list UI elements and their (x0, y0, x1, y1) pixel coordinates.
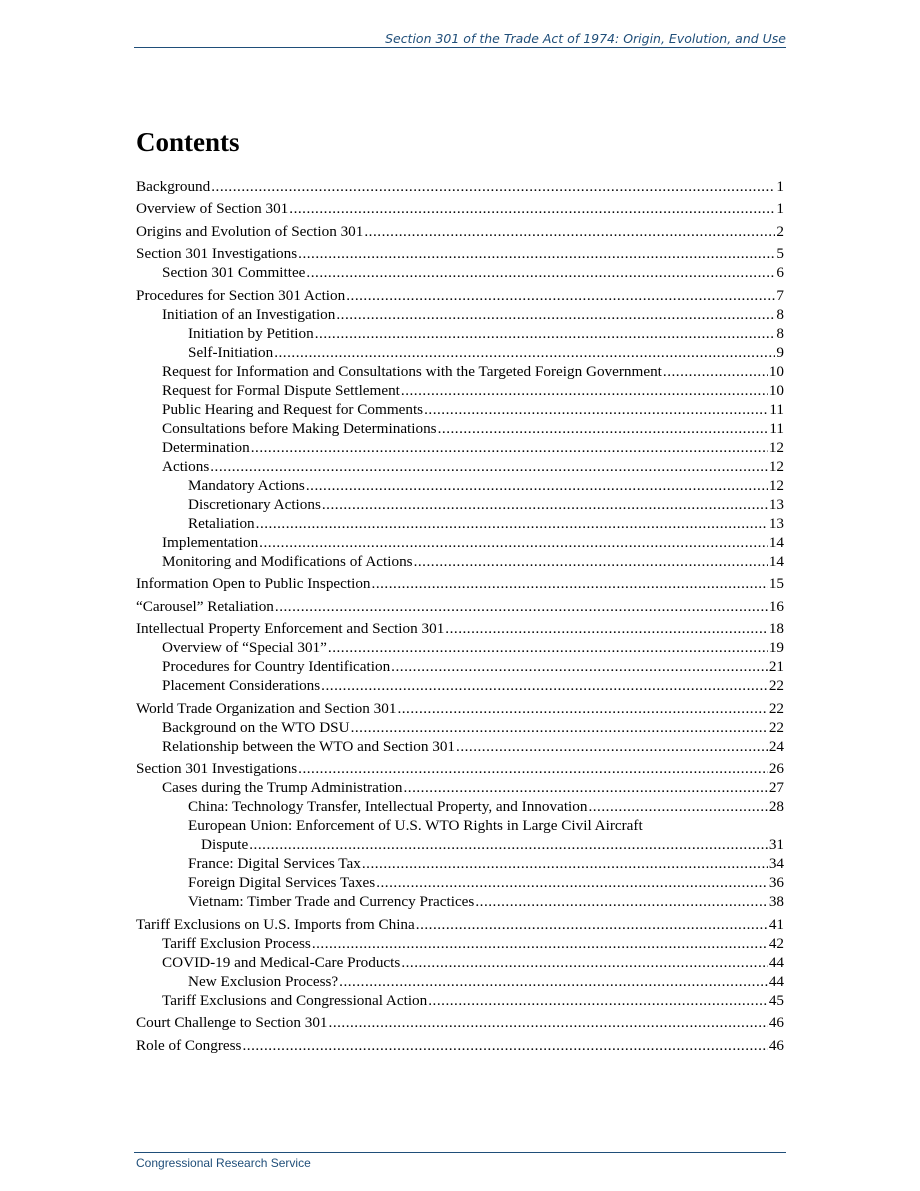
toc-page-number: 34 (768, 855, 784, 872)
toc-page-number: 28 (768, 798, 784, 815)
toc-page-number: 42 (768, 934, 784, 952)
toc-page-number: 10 (768, 362, 784, 380)
toc-entry[interactable] (136, 419, 784, 438)
dot-leader (289, 199, 775, 218)
toc-entry[interactable] (136, 718, 784, 737)
toc-entry-title: World Trade Organization and Section 301 (136, 699, 397, 717)
toc-page-number: 31 (768, 836, 784, 853)
toc-entry[interactable] (136, 438, 784, 457)
dot-leader (416, 915, 768, 934)
dot-leader (424, 400, 768, 419)
toc-entry-title: Initiation by Petition (188, 324, 314, 342)
toc-entry[interactable] (136, 597, 784, 616)
toc-entry[interactable] (136, 533, 784, 552)
toc-entry[interactable] (136, 778, 784, 797)
toc-page-number: 16 (768, 597, 784, 615)
toc-page-number: 5 (776, 245, 784, 262)
toc-entry-title: Public Hearing and Request for Comments (162, 400, 424, 418)
dot-leader (403, 778, 767, 797)
toc-entry-title: Overview of Section 301 (136, 200, 289, 217)
toc-entry-title-continued: Dispute (201, 836, 249, 853)
dot-leader (397, 699, 767, 718)
toc-entry[interactable] (136, 759, 784, 778)
toc-page-number: 15 (768, 575, 784, 592)
toc-entry-title: Information Open to Public Inspection (136, 575, 371, 592)
toc-entry-title: Tariff Exclusion Process (162, 934, 311, 952)
dot-leader (362, 854, 768, 873)
toc-page-number: 1 (776, 200, 784, 217)
toc-entry[interactable] (136, 619, 784, 638)
toc-entry-title: Tariff Exclusions on U.S. Imports from China (136, 915, 415, 933)
table-of-contents (136, 173, 784, 1055)
toc-entry-title: Procedures for Section 301 Action (136, 286, 346, 304)
dot-leader (298, 244, 775, 263)
toc-entry-title: Actions (162, 457, 210, 475)
dot-leader (364, 222, 775, 241)
toc-entry[interactable] (136, 199, 784, 218)
toc-entry-title: Background (136, 177, 211, 195)
toc-entry-title: Background on the WTO DSU (162, 718, 350, 736)
toc-entry[interactable] (136, 1036, 784, 1055)
toc-entry-title: Tariff Exclusions and Congressional Action (162, 991, 428, 1009)
toc-entry[interactable] (136, 953, 784, 972)
toc-entry-title: COVID-19 and Medical-Care Products (162, 953, 401, 971)
toc-page-number: 27 (768, 779, 784, 796)
dot-leader (251, 438, 768, 457)
toc-entry[interactable] (136, 222, 784, 241)
dot-leader (328, 638, 768, 657)
toc-entry-title: New Exclusion Process? (188, 972, 339, 990)
dot-leader (339, 972, 768, 991)
toc-entry[interactable] (136, 991, 784, 1010)
dot-leader (376, 873, 768, 892)
toc-page-number: 41 (768, 915, 784, 933)
dot-leader (438, 419, 769, 438)
toc-entry-title: Determination (162, 438, 250, 456)
toc-entry-title: Self-Initiation (188, 343, 274, 361)
toc-entry-title: Request for Information and Consultations with the Targeted Foreign Government (162, 362, 662, 380)
toc-entry[interactable] (136, 892, 784, 911)
toc-page-number: 19 (768, 639, 784, 656)
toc-entry[interactable] (136, 657, 784, 676)
toc-entry-title: Foreign Digital Services Taxes (188, 874, 376, 891)
toc-entry-title: European Union: Enforcement of U.S. WTO Rights in Large Civil Aircraft (188, 817, 643, 834)
dot-leader (312, 934, 768, 953)
toc-entry[interactable] (136, 934, 784, 953)
toc-entry[interactable] (136, 873, 784, 892)
toc-entry-title: Retaliation (188, 514, 255, 532)
dot-leader (428, 991, 768, 1010)
toc-entry-continuation (188, 835, 784, 854)
toc-entry[interactable] (136, 476, 784, 495)
toc-entry-title: Section 301 Committee (162, 264, 306, 281)
page-title: Contents (136, 127, 240, 157)
toc-page-number: 13 (768, 495, 784, 513)
dot-leader (211, 177, 775, 196)
dot-leader (401, 381, 768, 400)
toc-page-number: 46 (768, 1036, 784, 1054)
toc-entry[interactable] (136, 816, 784, 854)
toc-page-number: 22 (768, 718, 784, 736)
toc-entry[interactable] (136, 286, 784, 305)
toc-entry-title: Court Challenge to Section 301 (136, 1014, 328, 1031)
toc-entry[interactable] (136, 362, 784, 381)
dot-leader (259, 533, 768, 552)
toc-entry-title: Mandatory Actions (188, 476, 305, 494)
toc-entry[interactable] (136, 797, 784, 816)
toc-entry[interactable] (136, 737, 784, 756)
dot-leader (274, 343, 775, 362)
toc-entry[interactable] (136, 343, 784, 362)
dot-leader (242, 1036, 767, 1055)
toc-entry-title: Monitoring and Modifications of Actions (162, 552, 413, 570)
toc-entry[interactable] (136, 699, 784, 718)
toc-page-number: 1 (776, 177, 784, 195)
running-header: Section 301 of the Trade Act of 1974: Origin, Evolution, and Use (385, 31, 786, 46)
toc-entry-title: Overview of “Special 301” (162, 639, 327, 656)
dot-leader (372, 574, 768, 593)
toc-page-number: 2 (776, 222, 784, 240)
toc-page-number: 11 (769, 419, 784, 437)
toc-page-number: 26 (768, 760, 784, 777)
toc-page-number: 45 (768, 991, 784, 1009)
toc-entry-title: Section 301 Investigations (136, 760, 298, 777)
toc-page-number: 18 (768, 620, 784, 637)
toc-page-number: 12 (768, 476, 784, 494)
header-rule (134, 47, 786, 48)
toc-entry-title: China: Technology Transfer, Intellectual Property, and Innovation (188, 798, 588, 815)
toc-entry-title: Procedures for Country Identification (162, 658, 391, 675)
toc-entry-title: Placement Considerations (162, 677, 321, 694)
toc-entry[interactable] (136, 972, 784, 991)
toc-page-number: 13 (768, 514, 784, 532)
dot-leader (315, 324, 776, 343)
toc-entry-title: Cases during the Trump Administration (162, 779, 403, 796)
dot-leader (210, 457, 768, 476)
toc-entry[interactable] (136, 177, 784, 196)
dot-leader (391, 657, 768, 676)
toc-entry-title: Discretionary Actions (188, 495, 321, 513)
toc-page-number: 22 (768, 699, 784, 717)
dot-leader (401, 953, 768, 972)
toc-page-number: 22 (768, 677, 784, 694)
toc-entry-title: Request for Formal Dispute Settlement (162, 381, 400, 399)
toc-entry-title: Implementation (162, 533, 259, 551)
toc-entry[interactable] (136, 854, 784, 873)
toc-entry[interactable] (136, 324, 784, 343)
toc-entry[interactable] (136, 495, 784, 514)
dot-leader (298, 759, 768, 778)
dot-leader (249, 835, 768, 854)
dot-leader (414, 552, 768, 571)
toc-page-number: 9 (776, 343, 784, 361)
dot-leader (275, 597, 768, 616)
dot-leader (322, 495, 768, 514)
dot-leader (445, 619, 768, 638)
toc-page-number: 11 (769, 400, 784, 418)
toc-entry[interactable] (136, 263, 784, 282)
toc-page-number: 24 (768, 737, 784, 755)
dot-leader (256, 514, 768, 533)
toc-entry-title: Origins and Evolution of Section 301 (136, 222, 364, 240)
dot-leader (475, 892, 767, 911)
toc-page-number: 46 (768, 1014, 784, 1031)
toc-entry-title: Initiation of an Investigation (162, 305, 336, 323)
toc-entry[interactable] (136, 381, 784, 400)
dot-leader (306, 263, 775, 282)
toc-entry[interactable] (136, 514, 784, 533)
toc-page-number: 8 (776, 305, 784, 323)
toc-entry[interactable] (136, 915, 784, 934)
toc-entry[interactable] (136, 244, 784, 263)
toc-page-number: 14 (768, 552, 784, 570)
toc-page-number: 6 (776, 264, 784, 281)
toc-page-number: 36 (768, 874, 784, 891)
dot-leader (663, 362, 768, 381)
footer-source: Congressional Research Service (136, 1156, 311, 1170)
toc-entry[interactable] (136, 574, 784, 593)
footer-rule (134, 1152, 786, 1153)
toc-page-number: 12 (768, 438, 784, 456)
toc-entry[interactable] (136, 1013, 784, 1032)
dot-leader (351, 718, 768, 737)
toc-page-number: 21 (768, 658, 784, 675)
toc-entry-title: Consultations before Making Determinations (162, 419, 437, 437)
dot-leader (588, 797, 767, 816)
toc-entry-title: Role of Congress (136, 1036, 242, 1054)
toc-page-number: 12 (768, 457, 784, 475)
toc-entry-title: France: Digital Services Tax (188, 855, 361, 872)
toc-entry[interactable] (136, 552, 784, 571)
dot-leader (306, 476, 768, 495)
toc-page-number: 44 (768, 972, 784, 990)
toc-entry[interactable] (136, 400, 784, 419)
dot-leader (336, 305, 775, 324)
toc-page-number: 7 (776, 286, 784, 304)
toc-entry[interactable] (136, 676, 784, 695)
toc-page-number: 44 (768, 953, 784, 971)
toc-page-number: 10 (768, 381, 784, 399)
toc-page-number: 38 (768, 893, 784, 910)
toc-page-number: 14 (768, 533, 784, 551)
dot-leader (321, 676, 768, 695)
toc-entry[interactable] (136, 638, 784, 657)
toc-entry[interactable] (136, 305, 784, 324)
dot-leader (346, 286, 775, 305)
toc-entry-title: Vietnam: Timber Trade and Currency Practices (188, 893, 475, 910)
toc-entry-title: “Carousel” Retaliation (136, 597, 274, 615)
dot-leader (329, 1013, 768, 1032)
toc-entry-title: Intellectual Property Enforcement and Section 301 (136, 620, 445, 637)
toc-entry[interactable] (136, 457, 784, 476)
toc-entry-title: Section 301 Investigations (136, 245, 298, 262)
dot-leader (456, 737, 768, 756)
toc-entry-title: Relationship between the WTO and Section 301 (162, 737, 456, 755)
toc-page-number: 8 (776, 324, 784, 342)
